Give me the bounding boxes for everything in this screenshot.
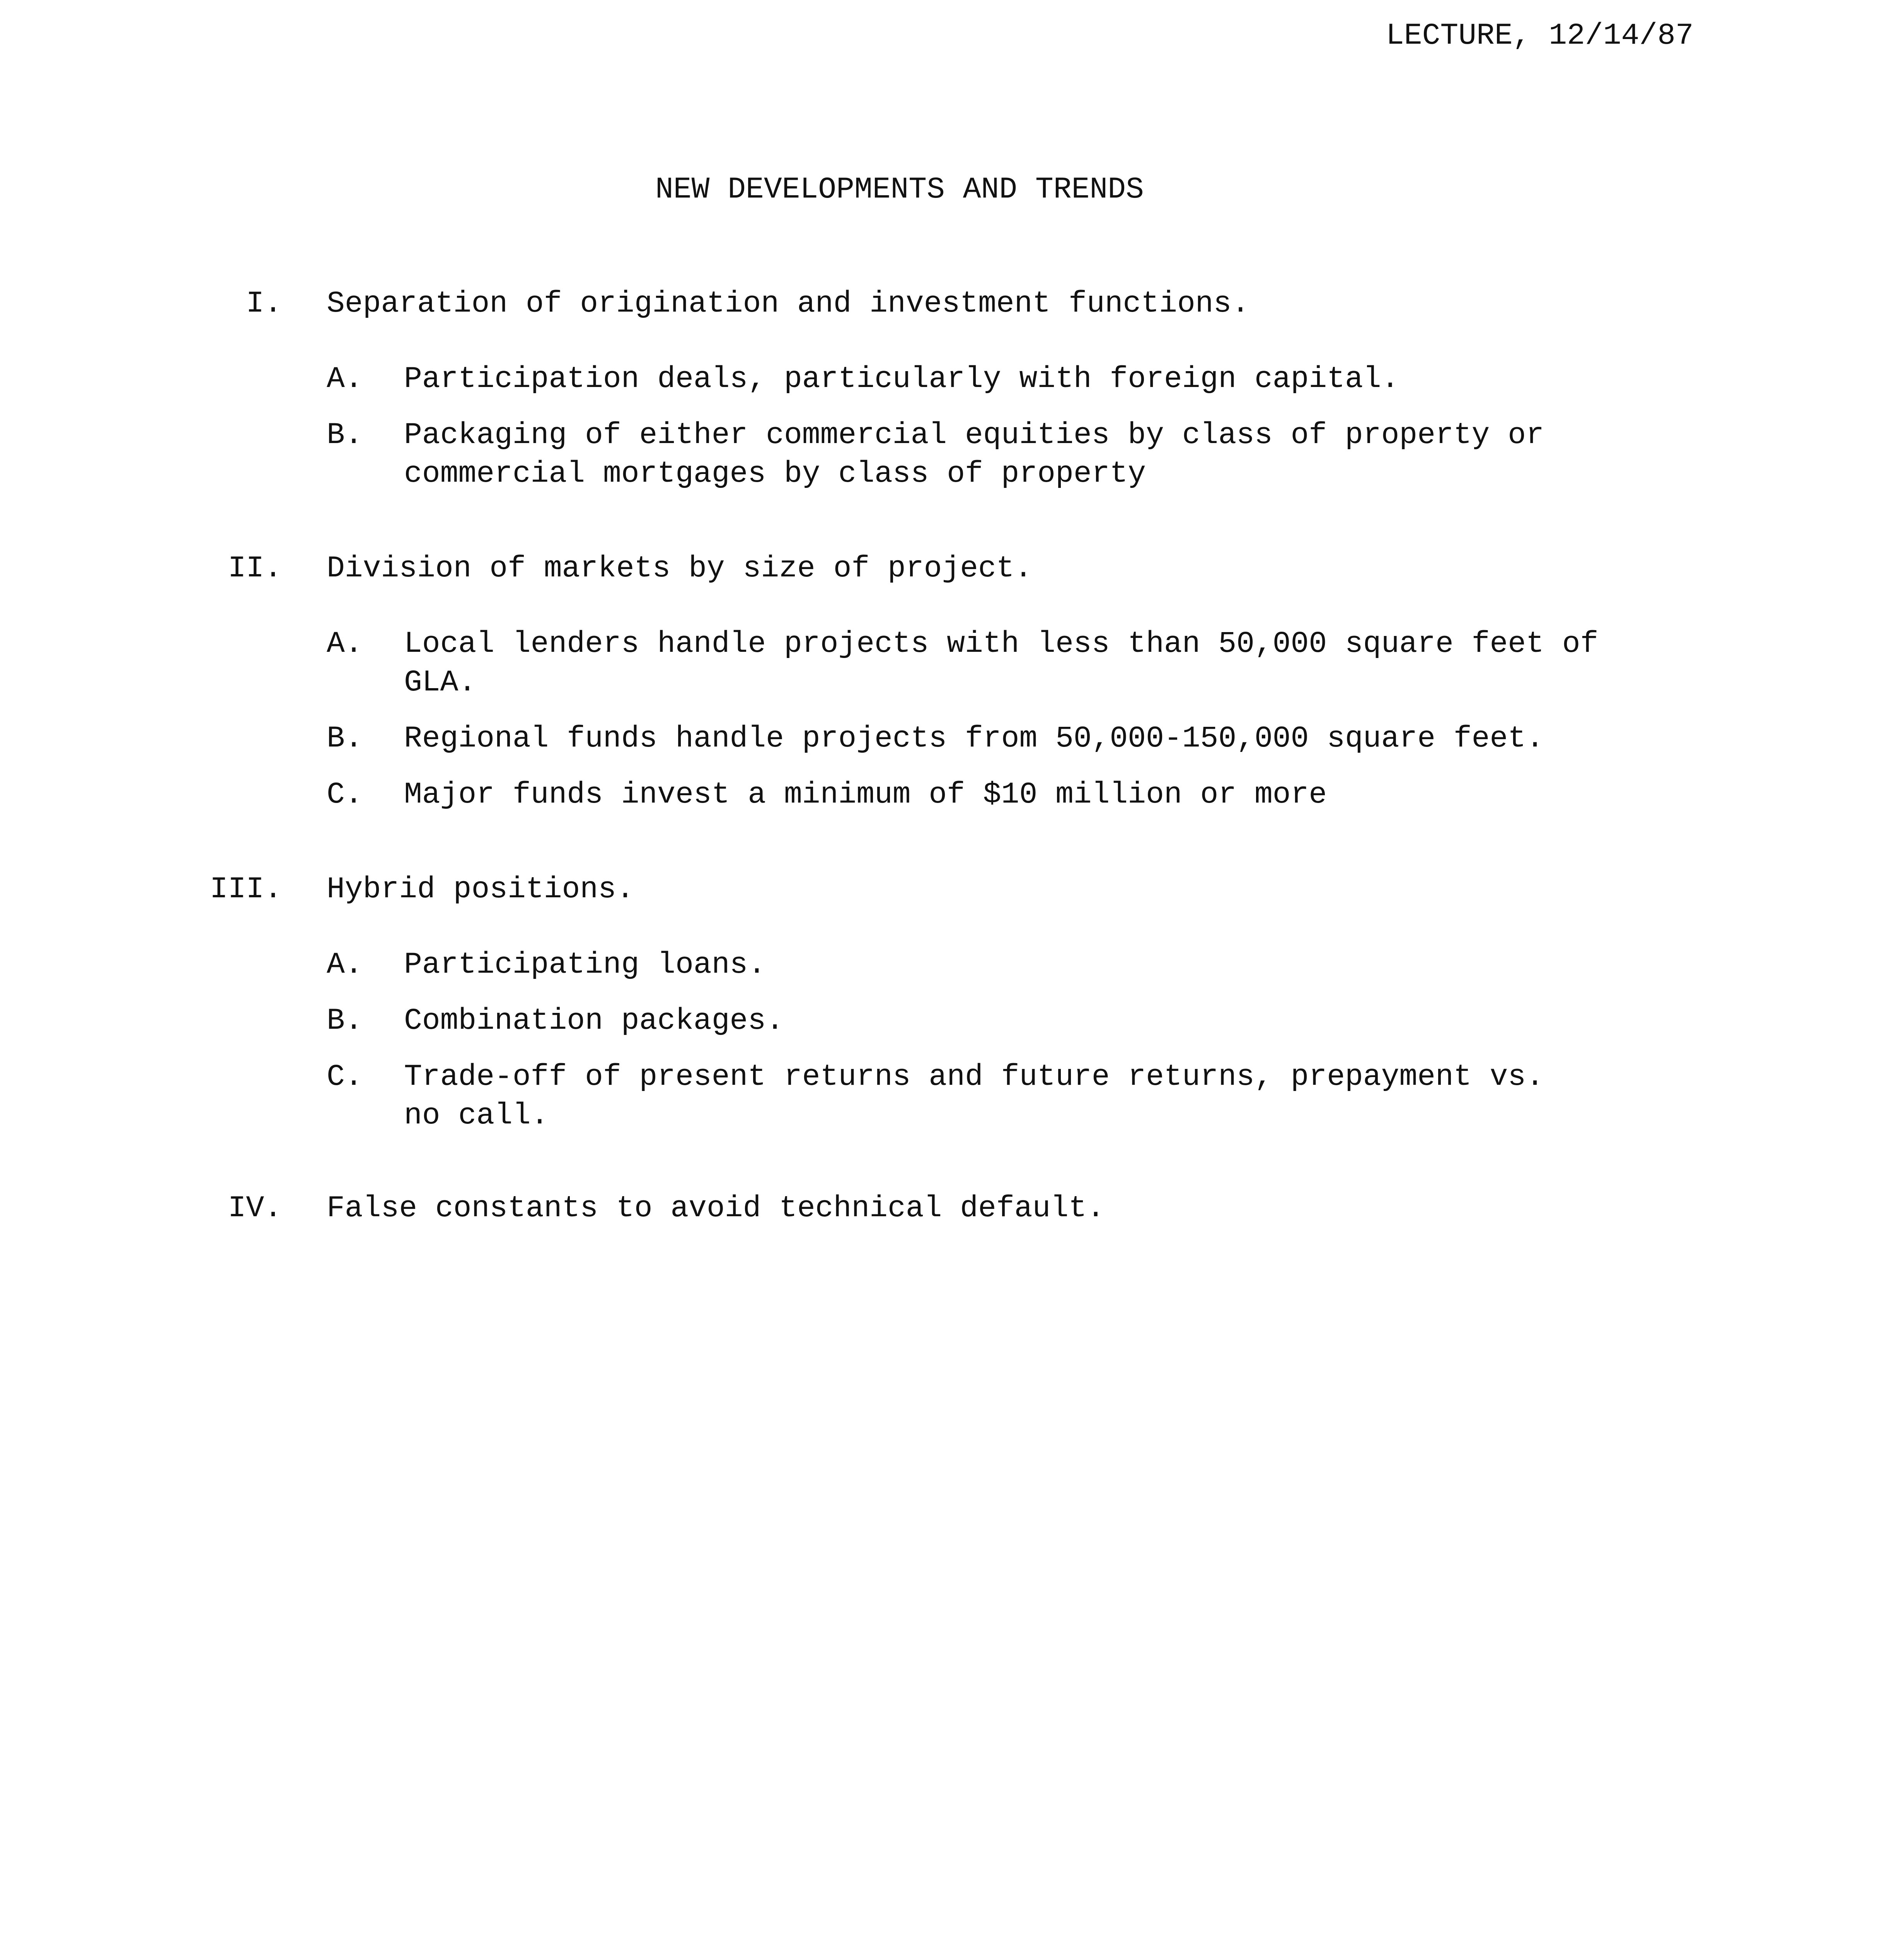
section-marker: I. [246,287,282,321]
item-marker: A. [327,362,363,396]
section-heading: Division of markets by size of project. [327,552,1033,586]
lecture-date: LECTURE, 12/14/87 [1386,19,1694,53]
item-marker: C. [327,778,363,812]
item-line: Participation deals, particularly with foreign capital. [404,362,1399,396]
item-marker: A. [327,948,363,982]
document-title: NEW DEVELOPMENTS AND TRENDS [655,173,1144,207]
item-marker: B. [327,418,363,452]
item-line: Trade-off of present returns and future returns, prepayment vs. [404,1060,1544,1094]
section-heading: Hybrid positions. [327,873,634,907]
section-marker: II. [228,552,282,586]
item-line: commercial mortgages by class of property [404,457,1146,491]
item-marker: B. [327,722,363,756]
item-line: no call. [404,1099,549,1133]
section-heading: False constants to avoid technical default. [327,1192,1105,1226]
item-line: Combination packages. [404,1004,784,1038]
item-line: Regional funds handle projects from 50,000-150,000 square feet. [404,722,1544,756]
section-marker: III. [210,873,282,907]
item-marker: A. [327,627,363,661]
item-marker: B. [327,1004,363,1038]
item-line: Major funds invest a minimum of $10 million or more [404,778,1327,812]
item-line: Packaging of either commercial equities by class of property or [404,418,1544,452]
section-heading: Separation of origination and investment functions. [327,287,1250,321]
item-line: Participating loans. [404,948,766,982]
item-marker: C. [327,1060,363,1094]
section-marker: IV. [228,1192,282,1226]
item-line: GLA. [404,666,477,700]
item-line: Local lenders handle projects with less than 50,000 square feet of [404,627,1599,661]
